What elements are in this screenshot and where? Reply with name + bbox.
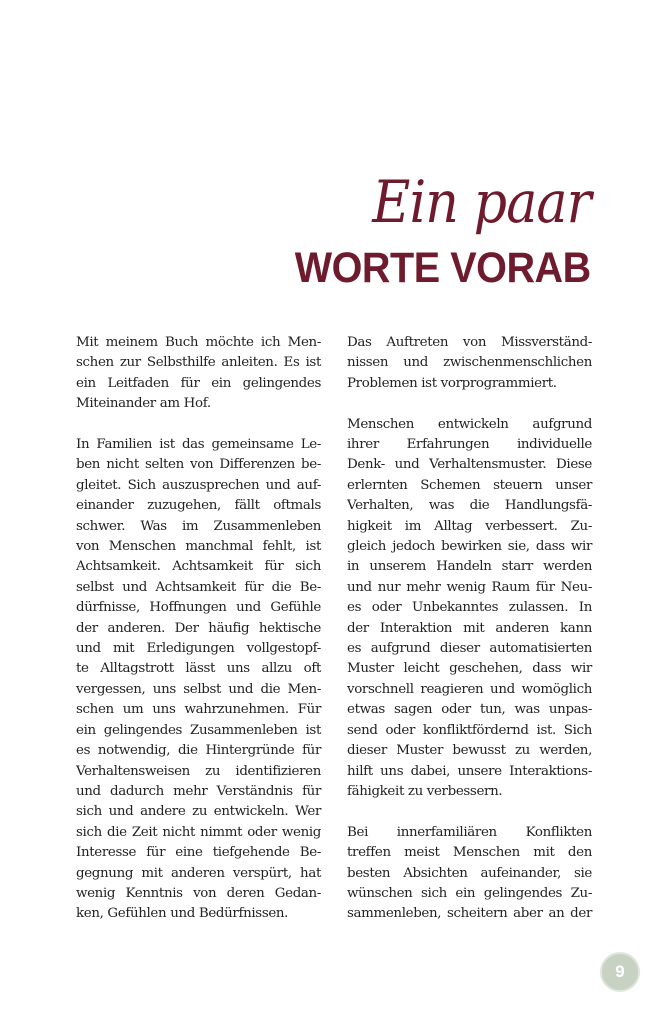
text-line: sammenleben, scheitern aber an der [347, 906, 592, 922]
text-line: und dadurch mehr Verständnis für [76, 783, 321, 799]
text-line: Interesse für eine tiefgehende Be- [76, 845, 321, 861]
text-line: sich die Zeit nicht nimmt oder wenig [76, 824, 321, 840]
text-line: vorschnell reagieren und womöglich [347, 681, 592, 697]
text-line: schen um uns wahrzunehmen. Für [76, 702, 321, 718]
text-line: dieser Muster bewusst zu werden, [347, 743, 592, 759]
text-line: einander zuzugehen, fällt oftmals [76, 498, 321, 514]
text-line: dürfnisse, Hoffnungen und Gefühle [76, 600, 321, 616]
page-title: WORTE VORAB [294, 244, 591, 292]
text-line: selbst und Achtsamkeit für die Be- [76, 579, 321, 595]
text-line: hilft uns dabei, unsere Interaktions- [347, 763, 592, 779]
text-line: ihrer Erfahrungen individuelle [347, 437, 592, 453]
text-line: etwas sagen oder tun, was unpas- [347, 702, 592, 718]
paragraph [347, 415, 592, 803]
text-line: es notwendig, die Hintergründe für [76, 743, 321, 759]
text-line: der anderen. Der häufig hektische [76, 620, 321, 636]
paragraph [347, 333, 592, 394]
text-line: fähigkeit zu verbessern. [347, 783, 503, 799]
text-line: Menschen entwickeln aufgrund [347, 416, 592, 432]
paragraph [76, 333, 321, 415]
text-line: wünschen sich ein gelingendes Zu- [347, 885, 592, 901]
text-line: Verhaltensweisen zu identifizieren [76, 763, 321, 779]
text-line: wenig Kenntnis von deren Gedan- [76, 885, 321, 901]
text-line: schen zur Selbsthilfe anleiten. Es ist [76, 355, 321, 371]
text-line: in unserem Handeln starr werden [347, 559, 592, 575]
text-line: higkeit im Alltag verbessert. Zu- [347, 518, 592, 534]
text-line: ken, Gefühlen und Bedürfnissen. [76, 906, 289, 922]
paragraph [347, 823, 592, 925]
text-line: nissen und zwischenmenschlichen [347, 355, 592, 371]
title-script: Ein paar [372, 168, 591, 236]
text-line: te Alltagstrott lässt uns allzu oft [76, 661, 321, 677]
text-line: erlernten Schemen steuern unser [347, 477, 592, 493]
text-line: ben nicht selten von Differenzen be- [76, 457, 321, 473]
page-number-badge: 9 [600, 952, 640, 992]
text-line: treffen meist Menschen mit den [347, 845, 592, 861]
right-column [347, 333, 592, 945]
text-line: und mit Erledigungen vollgestopf- [76, 641, 321, 657]
text-line: Achtsamkeit. Achtsamkeit für sich [76, 559, 321, 575]
text-line: Mit meinem Buch möchte ich Men- [76, 335, 321, 350]
text-line: es aufgrund dieser automatisierten [347, 641, 592, 657]
text-line: send oder konfliktfördernd ist. Sich [347, 722, 592, 738]
text-line: von Menschen manchmal fehlt, ist [76, 539, 321, 555]
text-line: vergessen, uns selbst und die Men- [76, 681, 321, 697]
text-line: Muster leicht geschehen, dass wir [347, 661, 592, 677]
text-line: Bei innerfamiliären Konflikten [347, 824, 592, 840]
text-line: Problemen ist vorprogrammiert. [347, 375, 557, 391]
text-line: Verhalten, was die Handlungsfä- [347, 498, 592, 514]
text-line: gegnung mit anderen verspürt, hat [76, 865, 321, 881]
text-line: In Familien ist das gemeinsame Le- [76, 437, 321, 453]
text-line: ein gelingendes Zusammenleben ist [76, 722, 321, 738]
text-line: schwer. Was im Zusammenleben [76, 518, 321, 534]
text-line: Das Auftreten von Missverständ- [347, 335, 592, 350]
text-line: gleitet. Sich auszusprechen und auf- [76, 477, 321, 493]
text-line: es oder Unbekanntes zulassen. In [347, 600, 592, 616]
left-column [76, 333, 321, 945]
text-line: gleich jedoch bewirken sie, dass wir [347, 539, 592, 555]
text-line: der Interaktion mit anderen kann [347, 620, 592, 636]
paragraph [76, 435, 321, 925]
text-line: Miteinander am Hof. [76, 396, 211, 412]
text-line: ein Leitfaden für ein gelingendes [76, 375, 321, 391]
text-line: besten Absichten aufeinander, sie [347, 865, 592, 881]
text-line: und nur mehr wenig Raum für Neu- [347, 579, 592, 595]
text-line: Denk- und Verhaltensmuster. Diese [347, 457, 592, 473]
text-line: sich und andere zu entwickeln. Wer [76, 804, 321, 820]
